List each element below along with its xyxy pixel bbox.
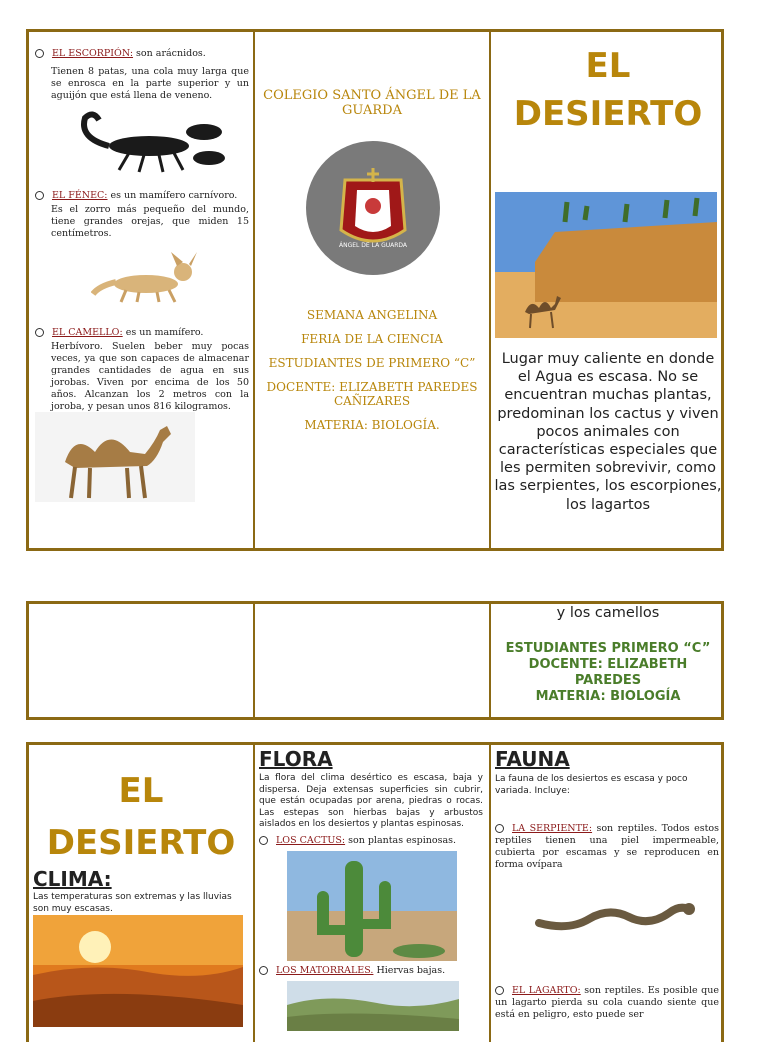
scorpion-entry [35,48,249,102]
divider [253,745,255,1042]
fennec-suffix: es un mamífero carnívoro. [107,190,238,201]
snake-image [529,891,699,935]
scorpion-image [59,108,231,174]
cactus-name: LOS CACTUS: [276,835,346,846]
flora-heading: FLORA [259,747,333,771]
camel-suffix: es un mamífero. [122,327,204,338]
inside-title-line2: DESIERTO [46,823,236,863]
bullet-icon [35,49,44,58]
footer-line: DOCENTE: ELIZABETH PAREDES [528,657,688,688]
snake-name: LA SERPIENTE: [512,823,593,834]
camel-name: EL CAMELLO: [52,327,123,338]
info-line: DOCENTE: ELIZABETH PAREDES CAÑIZARES [266,380,478,408]
bullet-icon [495,824,504,833]
info-line: SEMANA ANGELINA [306,308,438,322]
fennec-entry [35,190,249,240]
snake-desc: son reptiles. Todos estos reptiles tienen una piel impermeable, cubierta por escamas y se reproducen en forma ovípara [495,823,719,870]
cover-title-line1: EL [585,46,631,86]
inside-title [29,765,253,869]
brochure-strip [26,601,724,720]
cactus-suffix: son plantas espinosas. [345,835,456,846]
clima-heading: CLIMA: [33,867,112,891]
fennec-image [91,252,211,304]
cover-title [491,42,725,138]
scorpion-desc: Tienen 8 patas, una cola muy larga que se enrosca en la parte superior y un aguijón que está llena de veneno. [51,66,249,101]
bullet-icon [35,191,44,200]
scorpion-name: EL ESCORPIÓN: [52,48,134,59]
brochure-front [26,29,724,551]
divider [489,745,491,1042]
bullet-icon [259,836,268,845]
fauna-heading: FAUNA [495,747,570,771]
cactus-image [287,851,457,961]
footer-line: MATERIA: BIOLOGÍA [535,689,681,704]
flora-text: La flora del clima desértico es escasa, baja y dispersa. Deja extensas superficies sin cubrir, que están ocupadas por arena, piedras o rocas. Las estepas son hierbas bajas y arbustos aislados en los desiertos y plantas espinosas. [259,773,483,829]
divider [253,32,255,548]
cover-footer [495,641,721,705]
bullet-icon [495,986,504,995]
camel-entry [35,327,249,413]
divider [253,604,255,717]
info-line: MATERIA: BIOLOGÍA. [304,418,440,432]
scorpion-suffix: son arácnidos. [133,48,206,59]
brochure-inside [26,742,724,1042]
bullet-icon [35,328,44,337]
camel-image [35,412,195,502]
cover-title-line2: DESIERTO [513,94,703,134]
lizard-name: EL LAGARTO: [512,985,581,996]
sunset-dunes-image [33,915,243,1027]
bullet-icon [259,966,268,975]
matorrales-name: LOS MATORRALES. [276,965,374,976]
footer-line: ESTUDIANTES PRIMERO “C” [505,641,711,656]
cactus-entry [259,835,483,847]
info-line: FERIA DE LA CIENCIA [301,332,443,346]
info-line: ESTUDIANTES DE PRIMERO “C” [268,356,476,370]
camel-desc: Herbívoro. Suelen beber muy pocas veces, ya que son capaces de almacenar grandes cantidades de agua en sus jorobas. Viven por encima de los 50 años. Alcanzan los 2 metros con la joroba, y pesan unos 816 kilogramos. [51,341,249,412]
fauna-text: La fauna de los desiertos es escasa y poco variada. Incluye: [495,774,688,796]
cover-desc: Lugar muy caliente en donde el Agua es escasa. No se encuentran muchas plantas, predominan los cactus y viven pocos animales con características especiales que les permiten sobrevivir, como las serpientes, los escorpiones, los lagartos [494,351,722,513]
inside-title-line1: EL [118,771,164,811]
school-seal [305,140,441,276]
cover-desc-cont: y los camellos [556,605,660,621]
matorrales-suffix: Hiervas bajas. [373,965,446,976]
fennec-desc: Es el zorro más pequeño del mundo, tiene grandes orejas, que miden 15 centímetros. [51,204,249,239]
fennec-name: EL FÉNEC: [52,190,108,201]
lizard-entry [495,985,719,1021]
school-name: COLEGIO SANTO ÁNGEL DE LA GUARDA [263,88,481,118]
svg-text:ÁNGEL DE LA GUARDA: ÁNGEL DE LA GUARDA [338,242,408,249]
matorrales-entry [259,965,483,977]
desert-camel-image [495,192,717,338]
clima-text: Las temperaturas son extremas y las lluvias son muy escasas. [33,892,232,914]
lizard-desc: son reptiles. Es posible que un lagarto pierda su cola cuando siente que está en peligro, esto puede ser [495,985,719,1020]
snake-entry [495,823,719,871]
school-info [261,308,483,432]
